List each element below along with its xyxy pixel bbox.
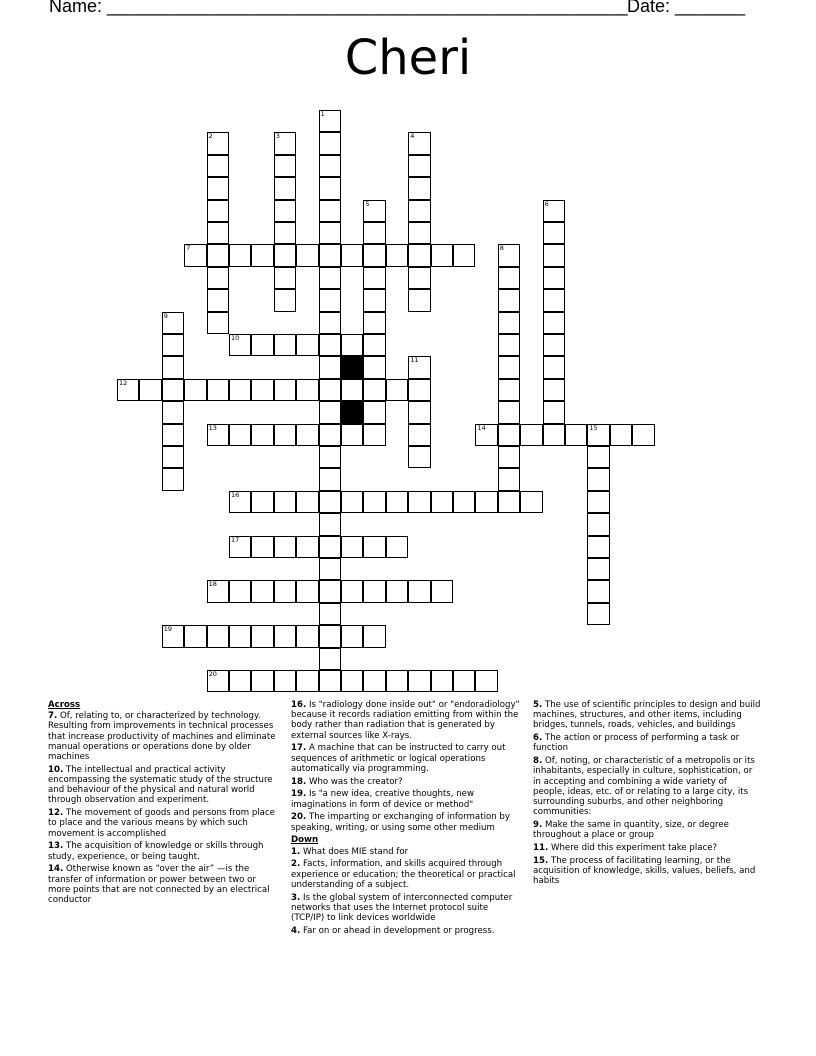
grid-cell[interactable]	[498, 334, 520, 356]
clue-number: 2	[208, 132, 213, 141]
grid-cell[interactable]	[408, 289, 430, 311]
clue-text: Otherwise known as “over the air” —is the transfer of information or power between two or more points that are not connected by an electrical conductor	[48, 864, 270, 906]
grid-cell[interactable]	[274, 132, 296, 154]
grid-cell[interactable]	[587, 558, 609, 580]
grid-cell[interactable]	[475, 491, 497, 513]
grid-cell[interactable]	[319, 244, 341, 266]
grid-cell[interactable]	[363, 356, 385, 378]
clue-number: 1	[320, 110, 325, 118]
grid-cell[interactable]	[319, 289, 341, 311]
grid-cell[interactable]	[341, 379, 363, 401]
grid-cell[interactable]	[229, 670, 251, 692]
grid-cell[interactable]	[184, 379, 206, 401]
grid-cell[interactable]	[274, 536, 296, 558]
grid-cell[interactable]	[363, 200, 385, 222]
clue-item	[291, 847, 523, 857]
grid-cell[interactable]	[251, 580, 273, 602]
grid-cell[interactable]	[363, 244, 385, 266]
grid-cell[interactable]	[587, 468, 609, 490]
grid-cell[interactable]	[363, 536, 385, 558]
grid-cell[interactable]	[229, 580, 251, 602]
clue-item	[291, 859, 523, 890]
grid-cell[interactable]	[431, 244, 453, 266]
clue-number-label: 5.	[533, 700, 543, 710]
grid-cell[interactable]	[543, 244, 565, 266]
clue-item	[291, 743, 523, 774]
clue-number: 13	[208, 423, 217, 432]
clue-item	[291, 893, 523, 924]
grid-cell[interactable]	[319, 356, 341, 378]
grid-cell[interactable]	[543, 200, 565, 222]
clue-number-label: 7.	[48, 711, 58, 722]
grid-cell[interactable]	[319, 558, 341, 580]
clue-number: 17	[231, 535, 240, 544]
clue-number-label: 13.	[48, 841, 64, 852]
clue-item	[48, 765, 280, 806]
clue-text: Is the global system of interconnected computer networks that uses the Internet protocol suite (TCP/IP) to link devices worldwide	[291, 892, 513, 924]
grid-cell[interactable]	[319, 603, 341, 625]
black-cell	[341, 401, 363, 423]
grid-cell[interactable]	[274, 625, 296, 647]
grid-cell[interactable]	[319, 580, 341, 602]
grid-cell[interactable]	[251, 244, 273, 266]
name-field-label: Name: ____________________________________________________	[49, 0, 628, 16]
grid-cell[interactable]	[498, 244, 520, 266]
clue-text: The action or process of performing a task or function	[533, 733, 740, 754]
grid-cell[interactable]	[363, 625, 385, 647]
clue-item	[533, 856, 761, 887]
clue-item	[291, 789, 523, 809]
clue-number: 19	[163, 625, 173, 634]
grid-cell[interactable]	[386, 580, 408, 602]
grid-cell[interactable]	[162, 334, 184, 356]
grid-cell[interactable]	[408, 670, 430, 692]
grid-cell[interactable]	[498, 312, 520, 334]
grid-cell[interactable]	[453, 670, 475, 692]
grid-cell[interactable]	[565, 424, 587, 446]
grid-cell[interactable]	[341, 625, 363, 647]
grid-cell[interactable]	[319, 222, 341, 244]
grid-cell[interactable]	[207, 177, 229, 199]
grid-cell[interactable]	[251, 424, 273, 446]
grid-cell[interactable]	[229, 244, 251, 266]
clue-item	[533, 700, 761, 731]
grid-cell[interactable]	[587, 603, 609, 625]
clue-number-label: 3.	[291, 892, 301, 903]
grid-cell[interactable]	[274, 244, 296, 266]
grid-cell[interactable]	[319, 648, 341, 670]
grid-cell[interactable]	[498, 379, 520, 401]
grid-cell[interactable]	[319, 513, 341, 535]
clue-number: 10	[231, 334, 240, 342]
grid-cell[interactable]	[207, 424, 229, 446]
grid-cell[interactable]	[207, 625, 229, 647]
grid-cell[interactable]	[251, 491, 273, 513]
grid-cell[interactable]	[207, 155, 229, 177]
grid-cell[interactable]	[363, 334, 385, 356]
grid-cell[interactable]	[319, 267, 341, 289]
grid-cell[interactable]	[274, 580, 296, 602]
clue-number: 6	[544, 199, 549, 208]
grid-cell[interactable]	[207, 200, 229, 222]
clue-item	[48, 808, 280, 839]
clue-text: Facts, information, and skills acquired through experience or education; the theoretical or practical understanding of a subject.	[291, 859, 516, 890]
clue-text: The intellectual and practical activity encompassing the systematic study of the structure and behaviour of the physical and natural world through observation and experiment.	[48, 764, 273, 806]
grid-cell[interactable]	[408, 424, 430, 446]
grid-cell[interactable]	[386, 244, 408, 266]
grid-cell[interactable]	[408, 200, 430, 222]
grid-cell[interactable]	[408, 222, 430, 244]
clue-text: Is "radiology done inside out" or "endoradiology" because it records radiation emitting from within the body rather than radiation that is generated by external sources like X-rays.	[291, 700, 520, 741]
grid-cell[interactable]	[274, 424, 296, 446]
grid-cell[interactable]	[229, 625, 251, 647]
clues-column-2	[291, 700, 523, 939]
clues-column-1	[48, 700, 280, 908]
grid-cell[interactable]	[610, 424, 632, 446]
clue-number-label: 6.	[533, 733, 543, 744]
grid-cell[interactable]	[319, 132, 341, 154]
grid-cell[interactable]	[251, 625, 273, 647]
grid-cell[interactable]	[632, 424, 654, 446]
clue-text: Far on or ahead in development or progress.	[302, 925, 495, 936]
grid-cell[interactable]	[319, 155, 341, 177]
grid-cell[interactable]	[162, 446, 184, 468]
grid-cell[interactable]	[296, 625, 318, 647]
clue-text: The imparting or exchanging of information by speaking, writing, or using some other medium	[291, 812, 510, 833]
clue-item	[48, 841, 280, 861]
grid-cell[interactable]	[543, 222, 565, 244]
grid-cell[interactable]	[341, 670, 363, 692]
clue-item	[48, 711, 280, 762]
grid-cell[interactable]	[408, 244, 430, 266]
grid-cell[interactable]	[229, 536, 251, 558]
grid-cell[interactable]	[207, 132, 229, 154]
grid-cell[interactable]	[319, 200, 341, 222]
grid-cell[interactable]	[408, 580, 430, 602]
clue-number-label: 4.	[291, 925, 301, 936]
grid-cell[interactable]	[207, 379, 229, 401]
grid-cell[interactable]	[498, 468, 520, 490]
clue-number-label: 12.	[48, 808, 64, 819]
grid-cell[interactable]	[498, 289, 520, 311]
clue-number-label: 8.	[533, 756, 543, 767]
clue-text: Make the same in quantity, size, or degree throughout a place or group	[533, 820, 729, 841]
clue-item	[533, 843, 761, 853]
grid-cell[interactable]	[319, 491, 341, 513]
clue-text: Of, noting, or characteristic of a metropolis or its inhabitants, especially in culture, sophistication, or in accepting and combining a wide variety of people, ideas, etc. of or relating to a large city, its surrounding suburbs, and other neighboring communities:	[533, 756, 755, 818]
clue-item	[291, 777, 523, 787]
clue-number: 11	[410, 356, 419, 365]
grid-cell[interactable]	[207, 244, 229, 266]
grid-cell[interactable]	[117, 379, 139, 401]
grid-cell[interactable]	[543, 312, 565, 334]
grid-cell[interactable]	[274, 177, 296, 199]
grid-cell[interactable]	[543, 379, 565, 401]
clue-text: Where did this experiment take place?	[550, 843, 718, 854]
grid-cell[interactable]	[498, 401, 520, 423]
grid-cell[interactable]	[587, 424, 609, 446]
grid-cell[interactable]	[587, 446, 609, 468]
grid-cell[interactable]	[207, 267, 229, 289]
grid-cell[interactable]	[543, 401, 565, 423]
grid-cell[interactable]	[139, 379, 161, 401]
clue-number-label: 20.	[291, 812, 307, 823]
clue-number-label: 10.	[48, 764, 64, 775]
grid-cell[interactable]	[162, 424, 184, 446]
grid-cell[interactable]	[296, 379, 318, 401]
grid-cell[interactable]	[319, 536, 341, 558]
grid-cell[interactable]	[184, 244, 206, 266]
clue-text: The process of facilitating learning, or the acquisition of knowledge, skills, values, beliefs, and habits	[533, 855, 756, 887]
clue-number: 12	[119, 378, 128, 387]
grid-cell[interactable]	[162, 625, 184, 647]
grid-cell[interactable]	[162, 468, 184, 490]
grid-cell[interactable]	[431, 580, 453, 602]
grid-cell[interactable]	[274, 267, 296, 289]
grid-cell[interactable]	[363, 491, 385, 513]
grid-cell[interactable]	[274, 222, 296, 244]
grid-cell[interactable]	[229, 424, 251, 446]
clue-number: 3	[275, 132, 280, 141]
clue-text: Of, relating to, or characterized by technology. Resulting from improvements in technical processes that increase productivity of machines and eliminate manual operations or operations done by older machines	[48, 711, 276, 763]
grid-cell[interactable]	[251, 670, 273, 692]
grid-cell[interactable]	[229, 379, 251, 401]
grid-cell[interactable]	[341, 580, 363, 602]
grid-cell[interactable]	[319, 334, 341, 356]
clue-number: 15	[589, 423, 598, 432]
grid-cell[interactable]	[408, 177, 430, 199]
clue-number: 4	[410, 132, 415, 141]
across-heading: Across	[48, 700, 81, 710]
grid-cell[interactable]	[431, 670, 453, 692]
down-heading: Down	[291, 835, 319, 846]
puzzle-title: Cheri	[344, 30, 472, 86]
black-cell	[341, 356, 363, 378]
grid-cell[interactable]	[319, 670, 341, 692]
clue-item	[48, 864, 280, 905]
clue-number: 9	[163, 311, 168, 320]
grid-cell[interactable]	[207, 312, 229, 334]
clue-number: 5	[365, 199, 370, 208]
clue-number: 18	[208, 580, 217, 589]
clue-item	[533, 820, 761, 840]
grid-cell[interactable]	[296, 580, 318, 602]
grid-cell[interactable]	[498, 491, 520, 513]
grid-cell[interactable]	[408, 401, 430, 423]
clue-number: 14	[477, 423, 486, 432]
clue-number-label: 2.	[291, 859, 301, 870]
clue-text: The acquisition of knowledge or skills through study, experience, or being taught.	[48, 841, 264, 862]
grid-cell[interactable]	[498, 424, 520, 446]
grid-cell[interactable]	[520, 491, 542, 513]
grid-cell[interactable]	[162, 379, 184, 401]
grid-cell[interactable]	[319, 379, 341, 401]
clue-number-label: 1.	[291, 846, 301, 857]
clue-number-label: 15.	[533, 855, 549, 866]
grid-cell[interactable]	[408, 379, 430, 401]
grid-cell[interactable]	[341, 536, 363, 558]
clue-text: What does MIE stand for	[302, 846, 409, 857]
grid-cell[interactable]	[184, 625, 206, 647]
grid-cell[interactable]	[475, 424, 497, 446]
grid-cell[interactable]	[274, 334, 296, 356]
grid-cell[interactable]	[363, 222, 385, 244]
clue-item	[291, 812, 523, 832]
grid-cell[interactable]	[543, 424, 565, 446]
clue-number-label: 9.	[533, 820, 543, 831]
grid-cell[interactable]	[386, 379, 408, 401]
clue-text: Is "a new idea, creative thoughts, new imaginations in form of device or method"	[291, 789, 474, 810]
clue-number-label: 19.	[291, 789, 307, 800]
date-field-label: Date: _______	[627, 0, 746, 16]
grid-cell[interactable]	[296, 244, 318, 266]
grid-cell[interactable]	[319, 177, 341, 199]
clue-number-label: 11.	[533, 843, 549, 854]
grid-cell[interactable]	[453, 244, 475, 266]
grid-cell[interactable]	[587, 580, 609, 602]
grid-cell[interactable]	[543, 334, 565, 356]
grid-cell[interactable]	[431, 491, 453, 513]
grid-cell[interactable]	[319, 312, 341, 334]
grid-cell[interactable]	[498, 356, 520, 378]
clue-text: A machine that can be instructed to carry out sequences of arithmetic or logical operations automatically via programming.	[291, 743, 506, 774]
grid-cell[interactable]	[408, 446, 430, 468]
grid-cell[interactable]	[274, 670, 296, 692]
grid-cell[interactable]	[162, 356, 184, 378]
grid-cell[interactable]	[408, 155, 430, 177]
grid-cell[interactable]	[207, 222, 229, 244]
grid-cell[interactable]	[319, 446, 341, 468]
grid-cell[interactable]	[162, 312, 184, 334]
grid-cell[interactable]	[274, 289, 296, 311]
grid-cell[interactable]	[386, 536, 408, 558]
grid-cell[interactable]	[296, 491, 318, 513]
grid-cell[interactable]	[543, 267, 565, 289]
grid-cell[interactable]	[386, 491, 408, 513]
clue-item	[533, 733, 761, 753]
grid-cell[interactable]	[363, 424, 385, 446]
clue-number: 7	[186, 244, 191, 253]
grid-cell[interactable]	[207, 580, 229, 602]
grid-cell[interactable]	[408, 267, 430, 289]
grid-cell[interactable]	[296, 670, 318, 692]
grid-cell[interactable]	[520, 424, 542, 446]
grid-cell[interactable]	[363, 289, 385, 311]
clue-text: Who was the creator?	[308, 776, 403, 787]
grid-cell[interactable]	[251, 379, 273, 401]
grid-cell[interactable]	[319, 110, 341, 132]
grid-cell[interactable]	[363, 267, 385, 289]
clue-number-label: 14.	[48, 864, 64, 875]
grid-cell[interactable]	[341, 334, 363, 356]
grid-cell[interactable]	[319, 401, 341, 423]
grid-cell[interactable]	[341, 424, 363, 446]
clue-number-label: 18.	[291, 776, 307, 787]
grid-cell[interactable]	[408, 491, 430, 513]
grid-cell[interactable]	[319, 424, 341, 446]
grid-cell[interactable]	[498, 446, 520, 468]
grid-cell[interactable]	[363, 670, 385, 692]
grid-cell[interactable]	[587, 491, 609, 513]
grid-cell[interactable]	[386, 670, 408, 692]
clue-text: The movement of goods and persons from place to place and the various means by which such movement is accomplished	[48, 808, 275, 839]
clue-number: 16	[231, 490, 240, 499]
grid-cell[interactable]	[341, 244, 363, 266]
grid-cell[interactable]	[274, 379, 296, 401]
grid-cell[interactable]	[274, 155, 296, 177]
grid-cell[interactable]	[251, 536, 273, 558]
clue-number-label: 16.	[291, 700, 307, 710]
grid-cell[interactable]	[543, 356, 565, 378]
grid-cell[interactable]	[475, 670, 497, 692]
grid-cell[interactable]	[363, 312, 385, 334]
grid-cell[interactable]	[543, 289, 565, 311]
grid-cell[interactable]	[296, 334, 318, 356]
grid-cell[interactable]	[319, 468, 341, 490]
grid-cell[interactable]	[453, 491, 475, 513]
clues-column-3	[533, 700, 761, 889]
grid-cell[interactable]	[207, 289, 229, 311]
clue-number: 20	[208, 670, 217, 678]
clue-number-label: 17.	[291, 743, 307, 754]
grid-cell[interactable]	[363, 401, 385, 423]
grid-cell[interactable]	[408, 356, 430, 378]
grid-cell[interactable]	[296, 424, 318, 446]
grid-cell[interactable]	[587, 513, 609, 535]
clue-item	[291, 926, 523, 936]
clue-number: 8	[499, 244, 504, 253]
grid-cell[interactable]	[229, 491, 251, 513]
grid-cell[interactable]	[498, 267, 520, 289]
grid-cell[interactable]	[296, 536, 318, 558]
clue-text: The use of scientific principles to design and build machines, structures, and other items, including bridges, tunnels, roads, vehicles, and buildings	[533, 700, 761, 731]
grid-cell[interactable]	[274, 200, 296, 222]
grid-cell[interactable]	[408, 132, 430, 154]
grid-cell[interactable]	[162, 401, 184, 423]
grid-cell[interactable]	[587, 536, 609, 558]
clue-item	[533, 756, 761, 817]
grid-cell[interactable]	[207, 670, 229, 692]
grid-cell[interactable]	[229, 334, 251, 356]
grid-cell[interactable]	[363, 379, 385, 401]
grid-cell[interactable]	[251, 334, 273, 356]
grid-cell[interactable]	[274, 491, 296, 513]
grid-cell[interactable]	[341, 491, 363, 513]
grid-cell[interactable]	[319, 625, 341, 647]
grid-cell[interactable]	[363, 580, 385, 602]
clue-item	[291, 700, 523, 741]
